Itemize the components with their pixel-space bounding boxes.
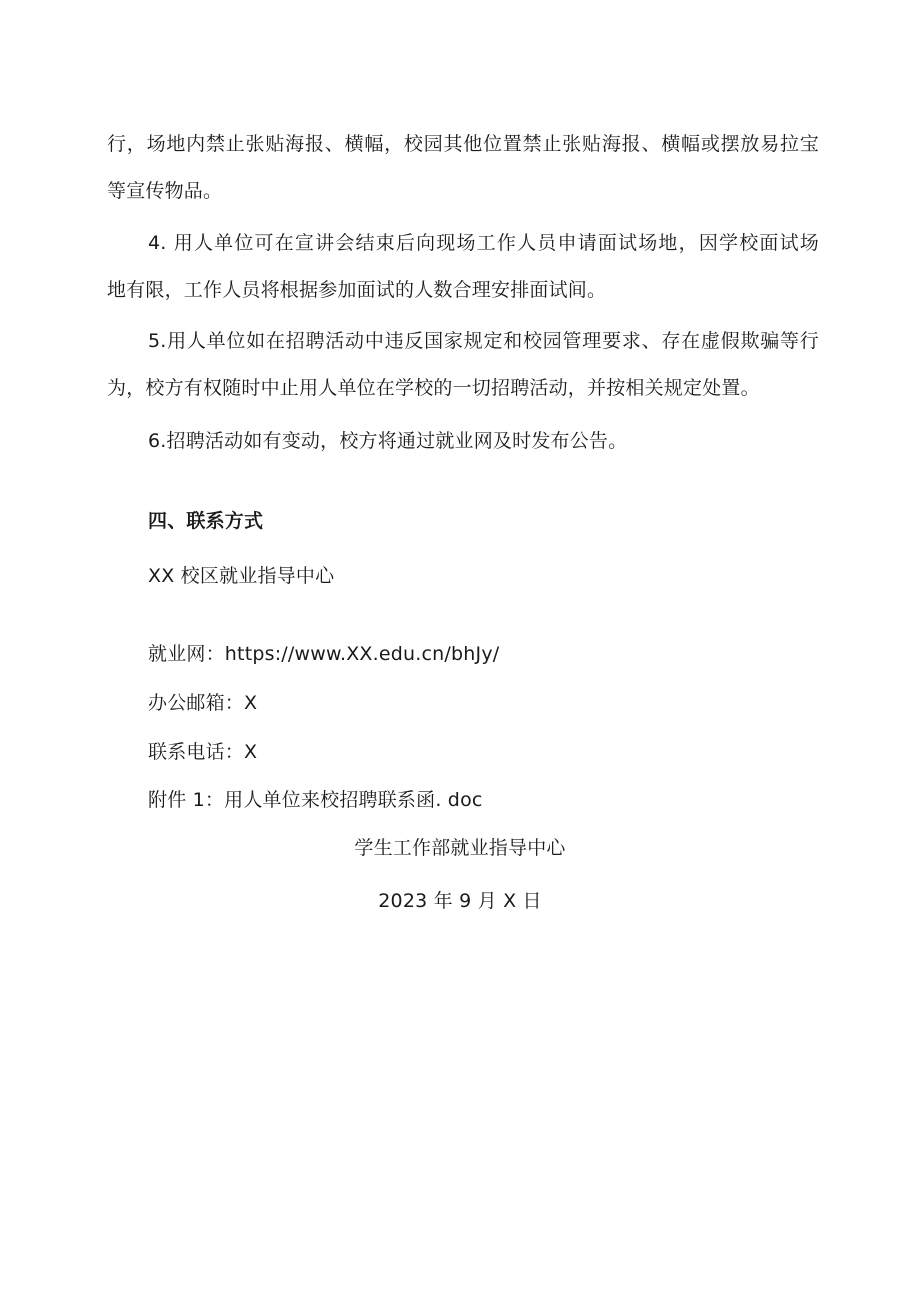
paragraph-4-line-1: 4. 用人单位可在宣讲会结束后向现场工作人员申请面试场地，因学校面试场: [148, 232, 819, 254]
contact-org: XX 校区就业指导中心: [148, 565, 335, 587]
contact-email: 办公邮箱：X: [148, 692, 258, 714]
signature-department: 学生工作部就业指导中心: [354, 837, 566, 859]
paragraph-3-line-2: 等宣传物品。: [107, 180, 223, 202]
contact-website: 就业网：https://www.XX.edu.cn/bhJy/: [148, 643, 500, 665]
attachment-line: 附件 1：用人单位来校招聘联系函. doc: [148, 789, 483, 811]
paragraph-4-line-2: 地有限，工作人员将根据参加面试的人数合理安排面试间。: [107, 279, 607, 301]
contact-phone: 联系电话：X: [148, 741, 258, 763]
paragraph-3-line-1: 行，场地内禁止张贴海报、横幅，校园其他位置禁止张贴海报、横幅或摆放易拉宝: [107, 133, 819, 155]
paragraph-6: 6.招聘活动如有变动，校方将通过就业网及时发布公告。: [148, 430, 628, 452]
paragraph-5-line-2: 为，校方有权随时中止用人单位在学校的一切招聘活动，并按相关规定处置。: [107, 377, 760, 399]
paragraph-5-line-1: 5.用人单位如在招聘活动中违反国家规定和校园管理要求、存在虚假欺骗等行: [148, 330, 819, 352]
contact-heading: 四、联系方式: [148, 510, 264, 532]
signature-date: 2023 年 9 月 X 日: [378, 890, 542, 912]
